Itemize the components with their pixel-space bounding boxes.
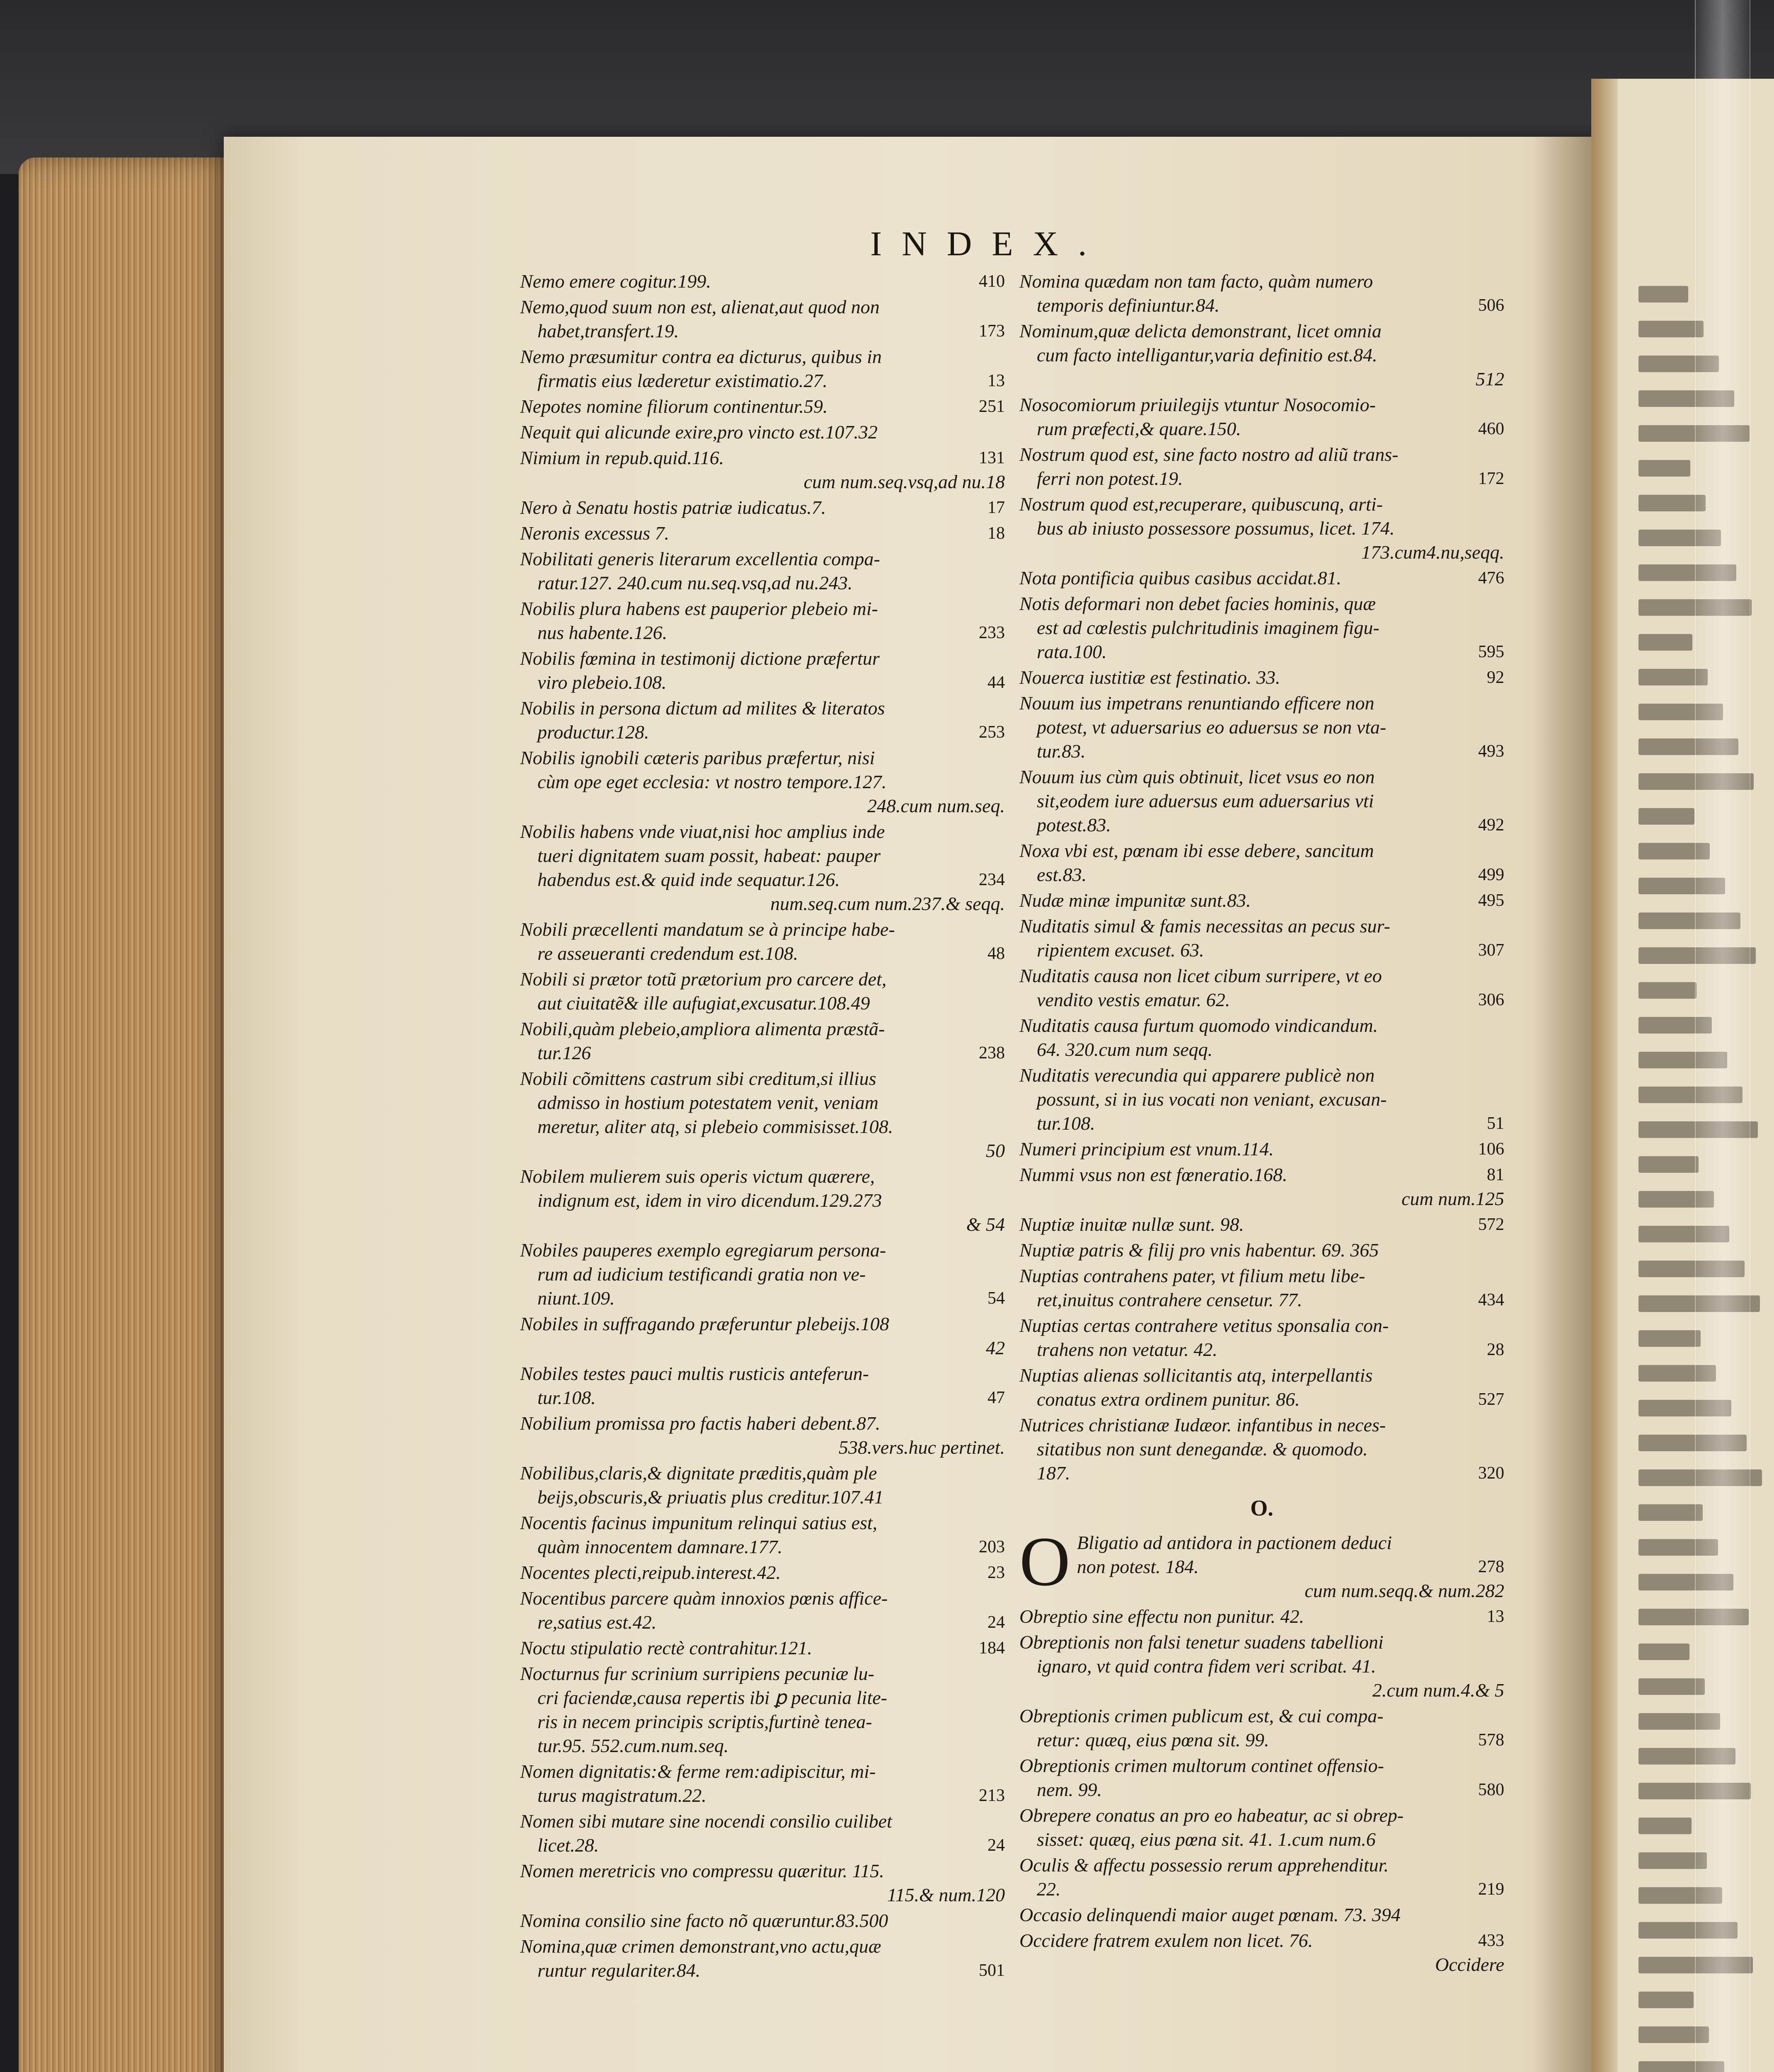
entry-line: Nuptias certas contrahere vetitus sponsalia con- (1019, 1315, 1389, 1336)
page-number: 233 (979, 623, 1005, 642)
left-index-column (520, 269, 1005, 1984)
entry-line: ignaro, vt quid contra fidem veri scribat. 41. (1037, 1656, 1376, 1677)
index-entry (520, 597, 1005, 645)
index-entry (520, 1461, 1005, 1509)
index-entry (520, 1636, 1005, 1660)
page-number: 434 (1478, 1290, 1504, 1310)
index-entry (520, 1859, 1005, 1907)
index-entry (520, 646, 1005, 695)
index-entry (520, 1362, 1005, 1410)
adjacent-page-text-line (1638, 1818, 1692, 1834)
index-entry (1019, 1523, 1504, 1603)
entry-reference: 115.& num.120 (887, 1884, 1005, 1905)
page-number: 499 (1478, 865, 1504, 884)
entry-line: Nepotes nomine filiorum continentur.59. 251 (520, 395, 1005, 419)
entry-line: temporis definiuntur.84. 506 (1019, 293, 1504, 317)
entry-line: licet.28. 24 (520, 1833, 1005, 1857)
adjacent-page-text-line (1638, 634, 1692, 651)
entry-reference: & 54 (966, 1214, 1005, 1235)
entry-line: nus habente.126. 233 (520, 621, 1005, 645)
entry-line: Nomina,quæ crimen demonstrant,vno actu,quæ (520, 1936, 881, 1957)
entry-line: 64. 320.cum num seqq. (1037, 1039, 1213, 1060)
entry-line: Notis deformari non debet facies hominis, quæ (1019, 593, 1376, 614)
entry-line: Nouerca iustitiæ est festinatio. 33. 92 (1019, 666, 1504, 690)
entry-line: Nudæ minæ impunitæ sunt.83. 495 (1019, 888, 1504, 913)
entry-line: possunt, si in ius vocati non veniant, excusan- (1037, 1089, 1387, 1110)
page-number: 253 (979, 723, 1005, 742)
index-entry (520, 1586, 1005, 1634)
adjacent-page-text-line (1638, 1992, 1694, 2008)
adjacent-page-edge (1593, 79, 1618, 2072)
entry-line: rum ad iudicium testificandi gratia non ve- (537, 1264, 866, 1285)
page-number: 493 (1478, 742, 1504, 761)
index-entry (520, 547, 1005, 595)
entry-line: Nouum ius cùm quis obtinuit, licet vsus eo non (1019, 766, 1375, 787)
index-entry (520, 1312, 1005, 1360)
page-number: 501 (979, 1961, 1005, 1980)
entry-reference: 512 (1476, 368, 1504, 390)
entry-line: re,satius est.42. 24 (520, 1610, 1005, 1634)
page-number: 495 (1478, 891, 1504, 910)
index-entry (1019, 1929, 1504, 1977)
entry-line: Nero à Senatu hostis patriæ iudicatus.7. 17 (520, 496, 1005, 520)
entry-line: Nouum ius impetrans renuntiando efficere non (1019, 692, 1375, 714)
entry-line: Nuptiæ patris & filij pro vnis habentur. 69. 365 (1019, 1239, 1379, 1261)
entry-reference: 2.cum num.4.& 5 (1372, 1680, 1504, 1701)
entry-line: Nobilitati generis literarum excellentia compa- (520, 548, 880, 569)
entry-line: tur.108. 51 (1019, 1111, 1504, 1135)
entry-line: Nuptias alienas sollicitantis atq, interpellantis (1019, 1365, 1373, 1386)
entry-line: est.83. 499 (1019, 863, 1504, 887)
page-number: 580 (1478, 1780, 1504, 1799)
entry-line: cri faciendæ,causa repertis ibi ꝑ pecunia lite- (537, 1687, 887, 1708)
section-heading: O. (1250, 1496, 1273, 1520)
index-entry (520, 420, 1005, 444)
entry-line: Bligatio ad antidora in pactionem deduci (1077, 1532, 1392, 1553)
entry-line: Nobiles in suffragando præferuntur plebeijs.108 (520, 1313, 889, 1334)
entry-line: Oculis & affectu possessio rerum apprehenditur. (1019, 1854, 1389, 1876)
entry-line: Nomen dignitatis:& ferme rem:adipiscitur, mi- (520, 1761, 876, 1782)
entry-line: Nobiles pauperes exemplo egregiarum persona- (520, 1239, 886, 1261)
entry-line: Nobiles testes pauci multis rusticis anteferun- (520, 1363, 869, 1384)
entry-line: Nota pontificia quibus casibus accidat.81. 476 (1019, 566, 1504, 590)
entry-line: Nobili præcellenti mandatum se à principe habe- (520, 919, 895, 940)
index-entry (1019, 888, 1504, 913)
entry-line: habet,transfert.19. 173 (520, 319, 1005, 343)
adjacent-page-text-line (1638, 1644, 1689, 1660)
index-entry (1019, 566, 1504, 590)
entry-line: Obreptionis non falsi tenetur suadens tabellioni (1019, 1631, 1384, 1653)
entry-line: Occasio delinquendi maior auget pœnam. 73. 394 (1019, 1904, 1401, 1925)
entry-line: meretur, aliter atq, si plebeio commisisset.108. (537, 1116, 893, 1137)
index-entry (1019, 1704, 1504, 1752)
entry-line: quàm innocentem damnare.177. 203 (520, 1535, 1005, 1559)
index-entry (1019, 1137, 1504, 1161)
entry-line: Nequit qui alicunde exire,pro vincto est.107.32 (520, 421, 878, 443)
entry-line: Obreptio sine effectu non punitur. 42. 13 (1019, 1605, 1504, 1629)
entry-reference: 42 (986, 1337, 1005, 1358)
index-entry (520, 1411, 1005, 1460)
page-number: 81 (1487, 1165, 1504, 1184)
entry-line: Nuditatis simul & famis necessitas an pecus sur- (1019, 915, 1390, 937)
entry-line: Neronis excessus 7. 18 (520, 521, 1005, 545)
index-entry (520, 1238, 1005, 1310)
adjacent-page-text-line (1638, 808, 1694, 825)
entry-line: retur: quæq, eius pœna sit. 99. 578 (1019, 1728, 1504, 1752)
index-entry (520, 496, 1005, 520)
page-number: 238 (979, 1043, 1005, 1063)
page-number: 24 (987, 1836, 1005, 1855)
entry-line: Nobilis in persona dictum ad milites & literatos (520, 697, 885, 719)
page-number: 131 (979, 448, 1005, 467)
entry-line: Nimium in repub.quid.116. 131 (520, 446, 1005, 470)
entry-line: tur.126 238 (520, 1041, 1005, 1065)
entry-line: Nemo,quod suum non est, alienat,aut quod non (520, 296, 880, 317)
page-number: 320 (1478, 1464, 1504, 1483)
entry-line: ret,inuitus contrahere censetur. 77. 434 (1019, 1288, 1504, 1312)
page-number: 47 (987, 1388, 1005, 1407)
index-entry (1019, 1630, 1504, 1702)
entry-reference: 538.vers.huc pertinet. (838, 1437, 1005, 1458)
page-number: 13 (1487, 1607, 1504, 1626)
entry-line: Nutrices christianæ Iudæor. infantibus in neces- (1019, 1414, 1386, 1435)
page-number: 492 (1478, 816, 1504, 835)
index-entry (1019, 319, 1504, 391)
entry-line: Nuditatis causa non licet cibum surripere, vt eo (1019, 965, 1382, 986)
index-entry (1019, 269, 1504, 317)
entry-line: firmatis eius læderetur existimatio.27. 13 (520, 369, 1005, 393)
entry-line: Nemo emere cogitur.199. 410 (520, 269, 1005, 293)
index-entry (520, 345, 1005, 393)
entry-line: productur.128. 253 (520, 720, 1005, 744)
page-number: 572 (1478, 1215, 1504, 1234)
entry-line: admisso in hostium potestatem venit, veniam (537, 1092, 879, 1113)
entry-line: Nobilibus,claris,& dignitate præditis,quàm ple (520, 1462, 877, 1484)
index-entry (520, 1561, 1005, 1585)
index-entry (520, 1164, 1005, 1237)
entry-line: Nobilium promissa pro factis haberi debent.87. (520, 1413, 881, 1434)
index-entry (1019, 1063, 1504, 1135)
index-entry (1019, 666, 1504, 690)
entry-line: Nocentibus parcere quàm innoxios pœnis affice- (520, 1588, 888, 1609)
entry-line: Nobili cõmittens castrum sibi creditum,si illius (520, 1068, 876, 1089)
entry-reference: num.seq.cum num.237.& seqq. (770, 893, 1005, 914)
index-entry (1019, 1213, 1504, 1237)
entry-line: cum facto intelligantur,varia definitio est.84. (1037, 344, 1377, 366)
page-number: 24 (987, 1613, 1005, 1632)
index-entry (520, 1511, 1005, 1559)
adjacent-page-text-line (1638, 1156, 1699, 1173)
entry-line: non potest. 184. 278 (1019, 1555, 1504, 1579)
page-header: INDEX. (870, 225, 1107, 263)
page-number: 578 (1478, 1731, 1504, 1750)
page-number: 433 (1478, 1931, 1504, 1950)
index-entry (520, 1662, 1005, 1758)
entry-line: tur.83. 493 (1019, 739, 1504, 763)
index-entry (520, 295, 1005, 343)
entry-line: Obreptionis crimen publicum est, & cui compa- (1019, 1705, 1384, 1726)
adjacent-page-text-line (1638, 321, 1704, 337)
adjacent-page-text-line (1638, 1504, 1703, 1521)
entry-reference: 248.cum num.seq. (867, 795, 1005, 816)
page-number: 527 (1478, 1390, 1504, 1409)
entry-line: potest.83. 492 (1019, 813, 1504, 837)
entry-line: Nomen sibi mutare sine nocendi consilio cuilibet (520, 1811, 892, 1832)
page-number: 410 (979, 272, 1005, 291)
entry-line: bus ab iniusto possessore possumus, licet. 174. (1037, 518, 1395, 539)
page-number: 172 (1478, 469, 1504, 488)
entry-line: Nosocomiorum priuilegijs vtuntur Nosocomio- (1019, 394, 1376, 415)
index-entry (1019, 691, 1504, 763)
index-entry (520, 1809, 1005, 1857)
index-entry (520, 917, 1005, 966)
entry-line: Nostrum quod est,recuperare, quibuscunq, arti- (1019, 494, 1383, 515)
index-entry (1019, 765, 1504, 837)
entry-reference: Occidere (1435, 1954, 1504, 1975)
entry-line: tur.108. 47 (520, 1386, 1005, 1410)
entry-line: Nocturnus fur scrinium surripiens pecuniæ lu- (520, 1663, 874, 1684)
entry-line: Nocentes plecti,reipub.interest.42. 23 (520, 1561, 1005, 1585)
entry-reference: 173.cum4.nu,seqq. (1361, 542, 1504, 563)
index-entry (520, 1909, 1005, 1933)
entry-line: runtur regulariter.84. 501 (520, 1958, 1005, 1982)
index-entry (520, 1760, 1005, 1808)
entry-line: Nomina consilio sine facto nõ quæruntur.83.500 (520, 1910, 888, 1931)
entry-line: est ad cœlestis pulchritudinis imaginem figu- (1037, 617, 1380, 638)
page-number: 506 (1478, 296, 1504, 315)
index-entry (520, 1017, 1005, 1065)
index-entry (520, 696, 1005, 744)
page-number: 23 (987, 1563, 1005, 1582)
page-number: 17 (987, 498, 1005, 517)
index-entry (1019, 1163, 1504, 1211)
entry-line: nem. 99. 580 (1019, 1778, 1504, 1802)
page-number: 278 (1478, 1557, 1504, 1576)
adjacent-page-text-line (1638, 982, 1697, 999)
book-fore-edge (19, 157, 234, 2072)
entry-line: Numeri principium est vnum.114. 106 (1019, 1137, 1504, 1161)
page-number: 51 (1487, 1114, 1504, 1133)
entry-line: Nemo præsumitur contra ea dicturus, quibus in (520, 346, 882, 367)
index-entry (1019, 1314, 1504, 1362)
index-entry (520, 269, 1005, 293)
index-entry (1019, 914, 1504, 962)
entry-line: Nomina quædam non tam facto, quàm numero (1019, 271, 1373, 292)
entry-line: aut ciuitatẽ& ille aufugiat,excusatur.108.49 (537, 992, 870, 1014)
index-entry (520, 1067, 1005, 1163)
plastic-page-clip (1695, 0, 1750, 2072)
index-entry (1019, 1605, 1504, 1629)
index-entry (520, 820, 1005, 916)
index-entry (520, 521, 1005, 545)
entry-reference: cum num.seq.vsq,ad nu.18 (804, 471, 1005, 492)
page-number: 234 (979, 870, 1005, 889)
entry-line: indignum est, idem in viro dicendum.129.273 (537, 1190, 882, 1211)
index-entry (1019, 964, 1504, 1012)
index-entry (520, 395, 1005, 419)
index-entry (520, 446, 1005, 494)
entry-line: trahens non vetatur. 42. 28 (1019, 1338, 1504, 1362)
entry-line: 187. 320 (1019, 1461, 1504, 1485)
entry-line: tur.95. 552.cum.num.seq. (537, 1735, 729, 1756)
entry-line: sitatibus non sunt denegandæ. & quomodo. (1037, 1438, 1368, 1460)
entry-line: potest, vt aduersarius eo aduersus se non vta- (1037, 716, 1387, 738)
entry-line: Nuditatis verecundia qui apparere publicè non (1019, 1065, 1375, 1086)
entry-line: Nuptiæ inuitæ nullæ sunt. 98. 572 (1019, 1213, 1504, 1237)
entry-reference: cum num.seqq.& num.282 (1304, 1580, 1504, 1601)
index-entry (520, 1934, 1005, 1982)
entry-line: habendus est.& quid inde sequatur.126. 234 (520, 868, 1005, 892)
page-number: 307 (1478, 941, 1504, 960)
entry-line: tueri dignitatem suam possit, habeat: pauper (537, 845, 881, 866)
entry-line: Obrepere conatus an pro eo habeatur, ac si obrep- (1019, 1805, 1404, 1826)
index-entry (1019, 1803, 1504, 1852)
page-number: 48 (987, 944, 1005, 963)
page-number: 213 (979, 1786, 1005, 1805)
entry-line: ris in necem principis scriptis,furtinè tenea- (537, 1711, 872, 1732)
page-number: 173 (979, 322, 1005, 341)
entry-line: cùm ope eget ecclesia: vt nostro tempore.127. (537, 771, 887, 792)
right-index-column (1019, 269, 1504, 1978)
entry-line: Nobilem mulierem suis operis victum quærere, (520, 1166, 875, 1187)
entry-line: Nominum,quæ delicta demonstrant, licet omnia (1019, 320, 1382, 341)
entry-line: Nuptias contrahens pater, vt filium metu libe- (1019, 1265, 1365, 1286)
drop-cap-letter: O (1019, 1523, 1070, 1600)
index-entry (1019, 1754, 1504, 1802)
adjacent-page-text-line (1638, 1330, 1701, 1347)
entry-line: turus magistratum.22. 213 (520, 1784, 1005, 1808)
entry-line: Nobili,quàm plebeio,ampliora alimenta præstã- (520, 1018, 885, 1039)
page-number: 460 (1478, 419, 1504, 438)
entry-line: Obreptionis crimen multorum continet offensio- (1019, 1755, 1384, 1776)
entry-line: beijs,obscuris,& priuatis plus creditur.107.41 (537, 1486, 884, 1508)
entry-line: niunt.109. 54 (520, 1286, 1005, 1310)
index-entry (1019, 1413, 1504, 1485)
entry-line: Nummi vsus non est fœneratio.168. 81 (1019, 1163, 1504, 1187)
entry-line: 22. 219 (1019, 1877, 1504, 1901)
entry-line: Nobilis fœmina in testimonij dictione præfertur (520, 648, 880, 669)
entry-line: Nobilis plura habens est pauperior plebeio mi- (520, 598, 878, 619)
page-number: 595 (1478, 642, 1504, 661)
entry-line: ferri non potest.19. 172 (1019, 467, 1504, 491)
index-entry (1019, 1238, 1504, 1262)
page-number: 306 (1478, 990, 1504, 1009)
entry-reference: cum num.125 (1401, 1188, 1504, 1209)
index-entry (1019, 1264, 1504, 1312)
page-number: 476 (1478, 569, 1504, 588)
index-entry (520, 746, 1005, 818)
page-number: 184 (979, 1639, 1005, 1658)
index-entry (520, 967, 1005, 1015)
entry-line: Occidere fratrem exulem non licet. 76. 433 (1019, 1929, 1504, 1953)
entry-reference: 50 (986, 1140, 1005, 1161)
page-number: 28 (1487, 1340, 1504, 1359)
index-entry (1019, 1014, 1504, 1062)
entry-line: re asseueranti credendum est.108. 48 (520, 942, 1005, 966)
page-number: 54 (987, 1289, 1005, 1308)
index-entry (1019, 1853, 1504, 1901)
entry-line: viro plebeio.108. 44 (520, 670, 1005, 695)
page-number: 106 (1478, 1140, 1504, 1159)
entry-line: rum præfecti,& quare.150. 460 (1019, 417, 1504, 441)
index-entry (1019, 1903, 1504, 1927)
entry-line: vendito vestis ematur. 62. 306 (1019, 988, 1504, 1012)
entry-line: Nuditatis causa furtum quomodo vindicandum. (1019, 1015, 1378, 1036)
entry-line: conatus extra ordinem punitur. 86. 527 (1019, 1387, 1504, 1411)
entry-line: ratur.127. 240.cum nu.seq.vsq,ad nu.243. (537, 572, 853, 593)
adjacent-page-text-line (1638, 460, 1690, 477)
entry-line: Noctu stipulatio rectè contrahitur.121. 184 (520, 1636, 1005, 1660)
index-entry (1019, 1363, 1504, 1411)
adjacent-page-text-line (1638, 286, 1688, 303)
index-entry (1019, 393, 1504, 441)
page-number: 13 (987, 371, 1005, 390)
page-number: 18 (987, 524, 1005, 543)
entry-line: rata.100. 595 (1019, 640, 1504, 664)
index-entry (1019, 443, 1504, 491)
page-number: 219 (1478, 1880, 1504, 1899)
index-entry (1019, 839, 1504, 887)
page-number: 44 (987, 673, 1005, 692)
entry-line: Nomen meretricis vno compressu quæritur. 115. (520, 1860, 884, 1881)
page-number: 203 (979, 1537, 1005, 1556)
page-number: 92 (1487, 668, 1504, 687)
entry-line: Noxa vbi est, pœnam ibi esse debere, sancitum (1019, 840, 1374, 861)
page-gutter-shadow (1533, 137, 1591, 2072)
entry-line: Nostrum quod est, sine facto nostro ad aliũ trans- (1019, 444, 1399, 465)
entry-line: Nobilis habens vnde viuat,nisi hoc amplius inde (520, 821, 885, 842)
entry-line: ripientem excuset. 63. 307 (1019, 938, 1504, 962)
entry-line: Nobilis ignobili cæteris paribus præfertur, nisi (520, 747, 875, 768)
entry-line: sit,eodem iure aduersus eum aduersarius vti (1037, 790, 1374, 811)
page-number: 251 (979, 397, 1005, 416)
index-entry (1019, 592, 1504, 664)
entry-line: sisset: quæq, eius pœna sit. 41. 1.cum num.6 (1037, 1829, 1376, 1850)
entry-line: Nocentis facinus impunitum relinqui satius est, (520, 1512, 878, 1533)
entry-line: Nobili si prætor totũ prætorium pro carcere det, (520, 968, 887, 990)
index-entry (1019, 492, 1504, 564)
